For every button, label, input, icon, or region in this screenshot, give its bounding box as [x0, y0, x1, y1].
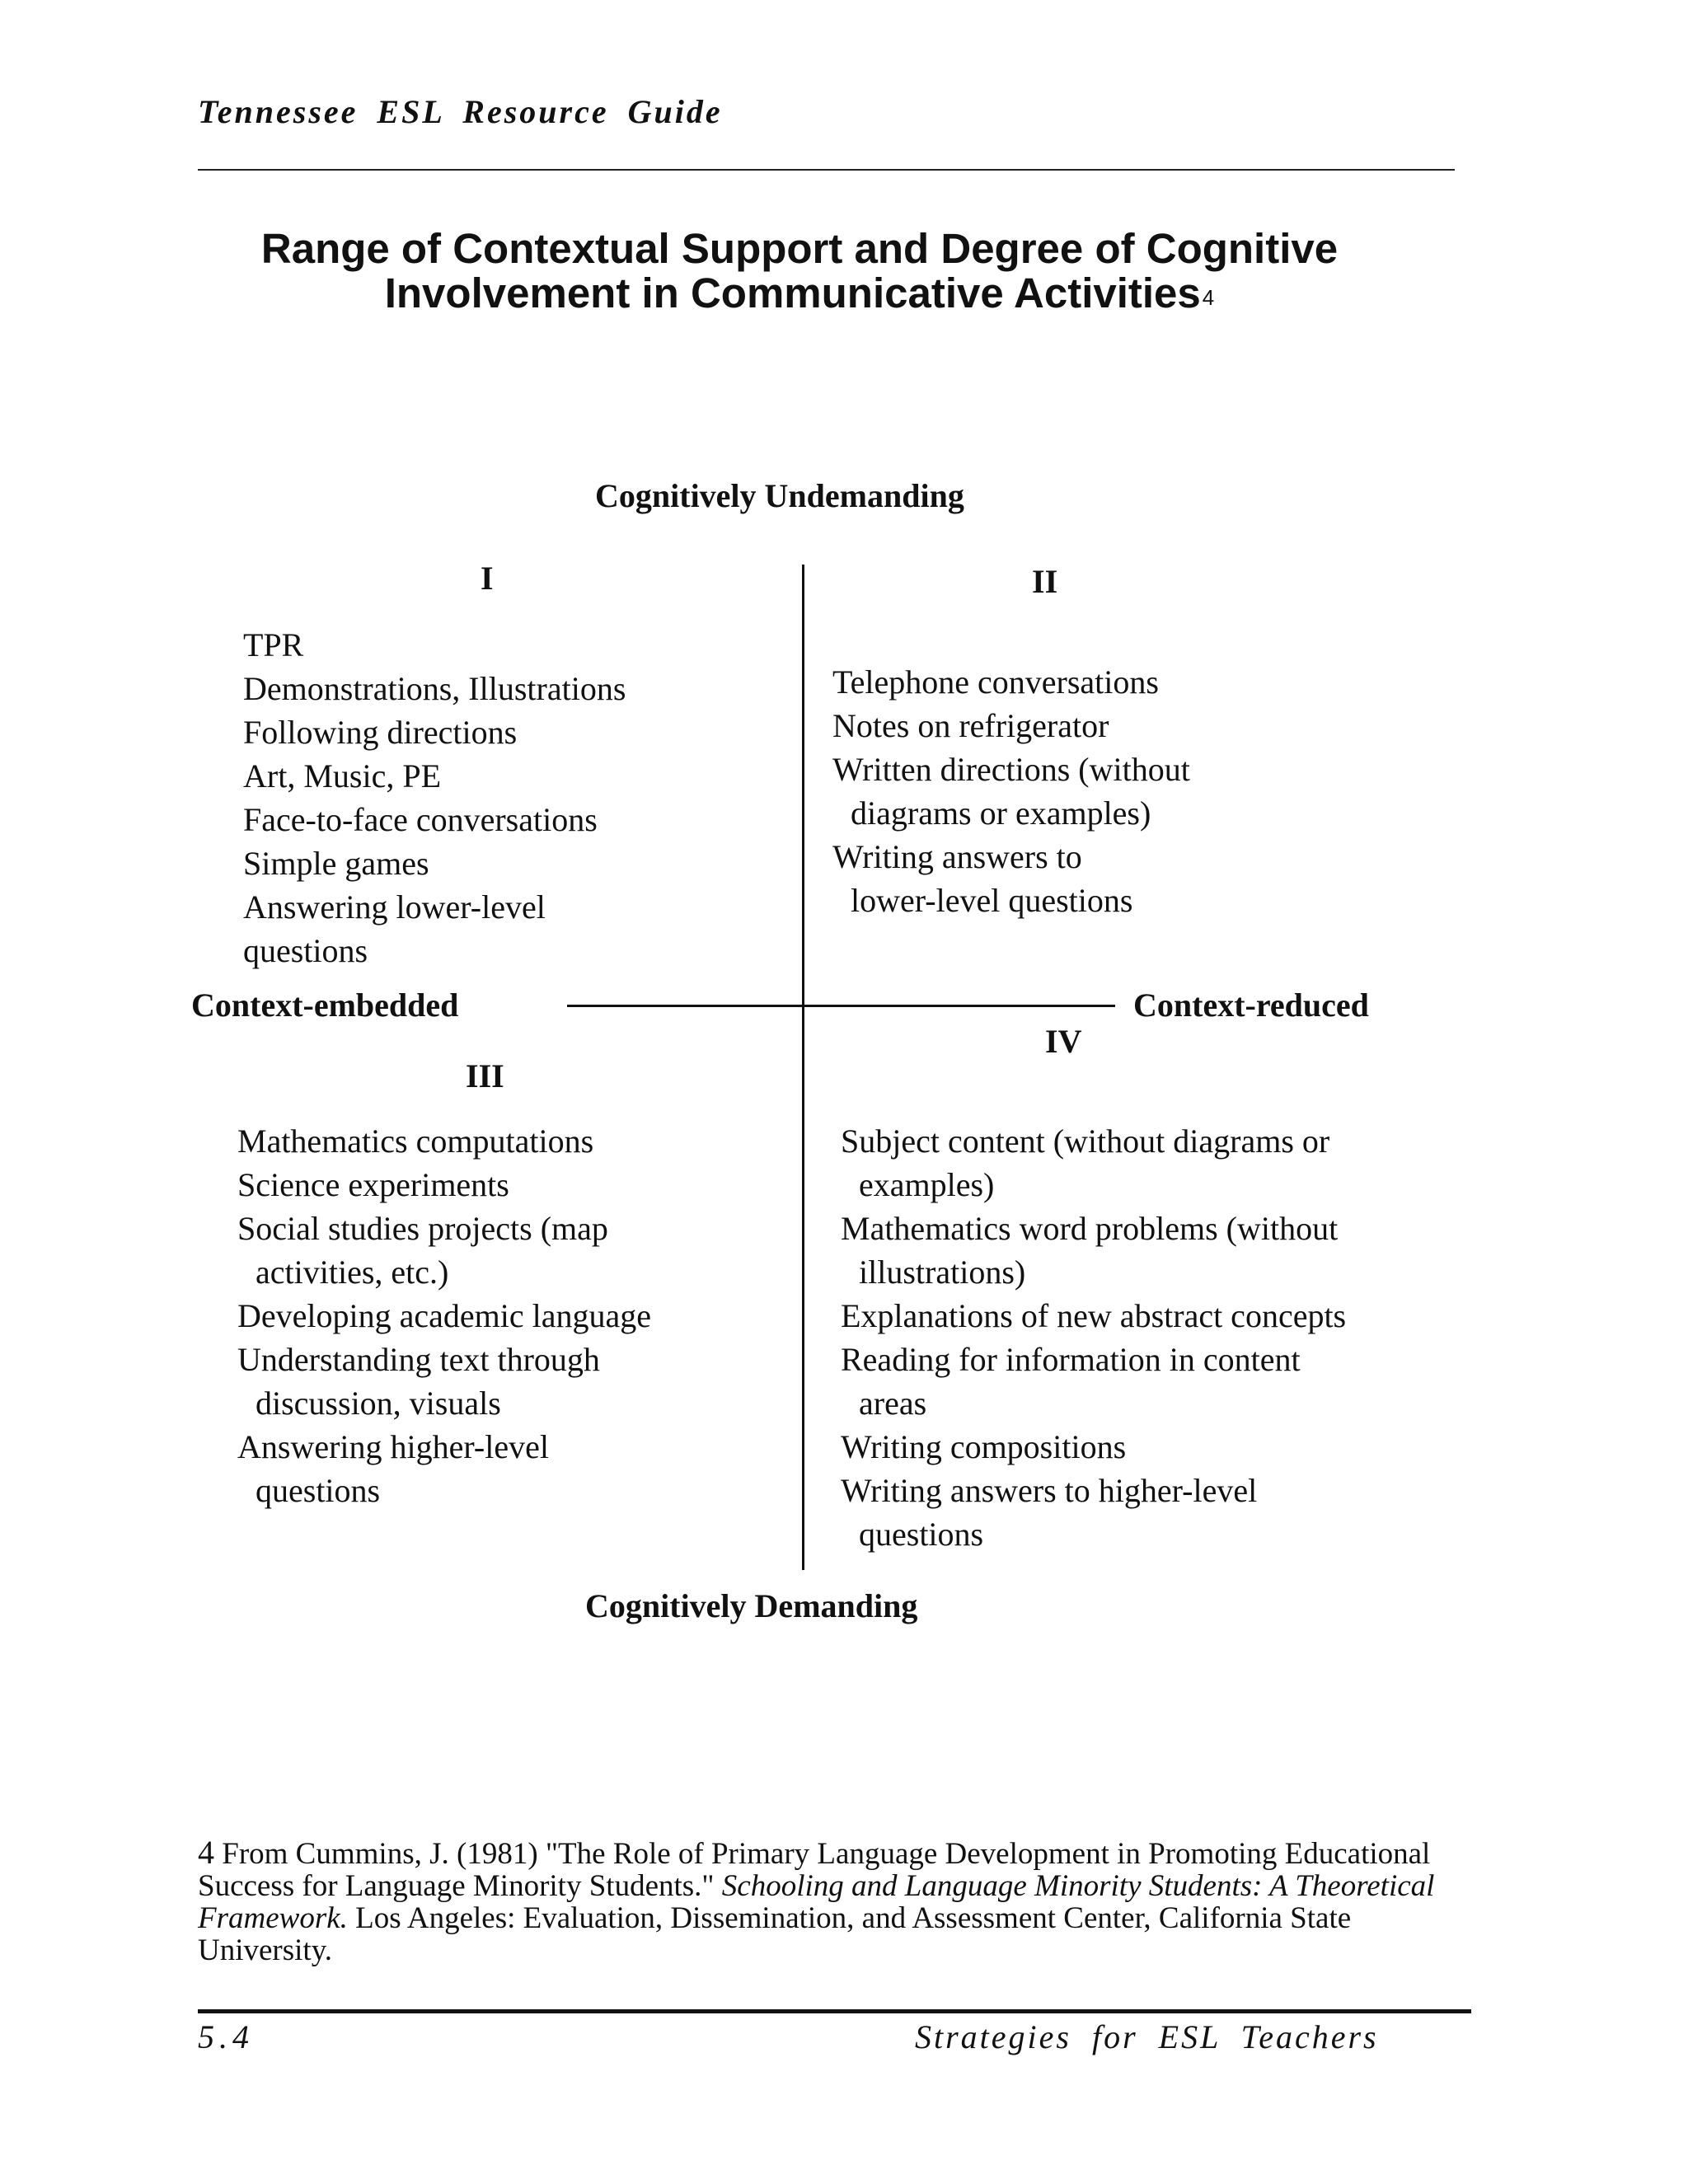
- quadrant-1-item: Face-to-face conversations: [243, 801, 598, 838]
- quadrant-3-item: Developing academic language: [237, 1297, 651, 1334]
- quadrant-1-item: Answering lower-level questions: [243, 888, 546, 969]
- footnote: [198, 1836, 1451, 1966]
- vertical-axis-line: [802, 565, 804, 1570]
- quadrant-3-item: Understanding text through discussion, visuals: [237, 1341, 600, 1422]
- quadrant-4-item: Writing compositions: [841, 1428, 1127, 1465]
- quadrant-2-item: Notes on refrigerator: [832, 707, 1109, 744]
- axis-label-bottom: Cognitively Demanding: [585, 1587, 918, 1624]
- quadrant-2-item: Writing answers to lower-level questions: [832, 838, 1133, 919]
- quadrant-1-item: Following directions: [243, 714, 518, 751]
- footnote-text-part1: From Cummins, J. (1981) "The Role of Primary Language Development in Promoting Educational Success for Language Minority Students.": [198, 1837, 1431, 1903]
- quadrant-4-numeral: IV: [1045, 1023, 1082, 1060]
- quadrant-1-item: Art, Music, PE: [243, 757, 441, 794]
- page-number: 5.4: [198, 2018, 254, 2055]
- quadrant-4-item: Explanations of new abstract concepts: [841, 1297, 1347, 1334]
- page-title-line-2: [0, 271, 1599, 322]
- footer-divider: [198, 2009, 1471, 2013]
- quadrant-3-numeral: III: [466, 1057, 504, 1094]
- quadrant-3-list: [237, 1119, 765, 1512]
- quadrant-3-item: Answering higher-level questions: [237, 1428, 549, 1509]
- footer-section-title: Strategies for ESL Teachers: [915, 2018, 1379, 2055]
- horizontal-axis-line: [567, 1005, 1115, 1007]
- quadrant-3-item: Social studies projects (map activities, etc.): [237, 1210, 608, 1291]
- title-footnote-ref: 4: [1202, 285, 1215, 310]
- page-title-line-1: Range of Contextual Support and Degree of Cognitive: [260, 225, 1339, 272]
- axis-label-left: Context-embedded: [191, 987, 459, 1024]
- quadrant-4-item: Subject content (without diagrams or examples): [841, 1122, 1330, 1203]
- quadrant-1-item: Demonstrations, Illustrations: [243, 670, 626, 707]
- quadrant-3-item: Mathematics computations: [237, 1122, 594, 1160]
- quadrant-2-item: Telephone conversations: [832, 663, 1159, 701]
- quadrant-1-item: TPR: [243, 626, 304, 663]
- quadrant-2-list: [832, 660, 1360, 922]
- quadrant-2-numeral: II: [1032, 563, 1058, 600]
- quadrant-4-list: [841, 1119, 1451, 1556]
- quadrant-4-item: Writing answers to higher-level questions: [841, 1472, 1258, 1553]
- header-divider: [198, 169, 1455, 171]
- quadrant-2-item: Written directions (without diagrams or examples): [832, 751, 1190, 832]
- footnote-source-title: Schooling and Language Minority Students: A Theoretical Framework.: [198, 1869, 1435, 1935]
- quadrant-4-item: Reading for information in content areas: [841, 1341, 1301, 1422]
- quadrant-1-list: [243, 623, 754, 972]
- quadrant-4-item: Mathematics word problems (without illustrations): [841, 1210, 1339, 1291]
- footnote-text-part2: Los Angeles: Evaluation, Dissemination, and Assessment Center, California State University.: [198, 1901, 1352, 1967]
- quadrant-1-numeral: I: [481, 560, 494, 597]
- running-header: Tennessee ESL Resource Guide: [198, 93, 723, 130]
- quadrant-1-item: Simple games: [243, 845, 429, 882]
- page-title-line-2-text: Involvement in Communicative Activities: [384, 269, 1201, 316]
- quadrant-3-item: Science experiments: [237, 1166, 509, 1203]
- page-title: [0, 227, 1599, 322]
- axis-label-top: Cognitively Undemanding: [595, 477, 964, 514]
- axis-label-right: Context-reduced: [1133, 987, 1369, 1024]
- footnote-number: 4: [198, 1834, 214, 1871]
